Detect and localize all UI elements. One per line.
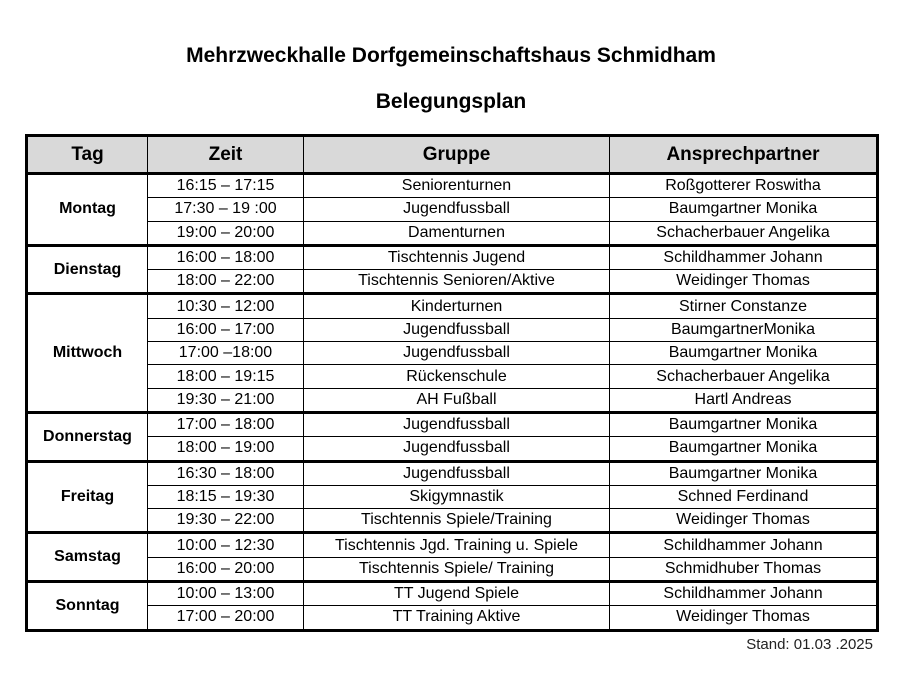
time-cell: 18:00 – 19:15 (148, 365, 304, 388)
table-row (27, 342, 878, 365)
table-row (27, 412, 878, 436)
table-row (27, 485, 878, 508)
column-header-tag: Tag (27, 136, 148, 174)
group-cell: TT Training Aktive (304, 606, 610, 630)
table-row (27, 198, 878, 221)
table-body (27, 174, 878, 631)
group-cell: AH Fußball (304, 388, 610, 412)
table-row (27, 270, 878, 294)
contact-cell: Weidinger Thomas (610, 270, 878, 294)
contact-cell: Stirner Constanze (610, 294, 878, 318)
time-cell: 17:00 –18:00 (148, 342, 304, 365)
time-cell: 17:00 – 20:00 (148, 606, 304, 630)
time-cell: 19:30 – 21:00 (148, 388, 304, 412)
time-cell: 18:00 – 22:00 (148, 270, 304, 294)
column-header-ansprechpartner: Ansprechpartner (610, 136, 878, 174)
time-cell: 17:00 – 18:00 (148, 412, 304, 436)
time-cell: 19:00 – 20:00 (148, 221, 304, 245)
contact-cell: Weidinger Thomas (610, 606, 878, 630)
page-title: Mehrzweckhalle Dorfgemeinschaftshaus Schmidham (186, 44, 716, 67)
table-row (27, 461, 878, 485)
page-subtitle: Belegungsplan (375, 90, 527, 113)
stand-date: Stand: 01.03 .2025 (746, 636, 873, 653)
table-row (27, 533, 878, 557)
contact-cell: Schildhammer Johann (610, 245, 878, 269)
contact-cell: Weidinger Thomas (610, 509, 878, 533)
contact-cell: Baumgartner Monika (610, 342, 878, 365)
day-cell: Freitag (27, 461, 148, 533)
day-cell: Sonntag (27, 582, 148, 631)
time-cell: 19:30 – 22:00 (148, 509, 304, 533)
group-cell: Jugendfussball (304, 198, 610, 221)
table-row (27, 221, 878, 245)
column-header-gruppe: Gruppe (304, 136, 610, 174)
day-cell: Montag (27, 174, 148, 246)
group-cell: TT Jugend Spiele (304, 582, 610, 606)
contact-cell: Hartl Andreas (610, 388, 878, 412)
time-cell: 16:00 – 18:00 (148, 245, 304, 269)
table-row (27, 318, 878, 341)
contact-cell: Roßgotterer Roswitha (610, 174, 878, 198)
contact-cell: BaumgartnerMonika (610, 318, 878, 341)
day-cell: Mittwoch (27, 294, 148, 412)
group-cell: Jugendfussball (304, 342, 610, 365)
group-cell: Tischtennis Spiele/Training (304, 509, 610, 533)
table-row (27, 174, 878, 198)
group-cell: Jugendfussball (304, 461, 610, 485)
time-cell: 10:00 – 13:00 (148, 582, 304, 606)
time-cell: 10:30 – 12:00 (148, 294, 304, 318)
day-cell: Donnerstag (27, 412, 148, 461)
group-cell: Jugendfussball (304, 437, 610, 461)
schedule-table (25, 134, 879, 632)
day-cell: Dienstag (27, 245, 148, 294)
table-row (27, 388, 878, 412)
contact-cell: Baumgartner Monika (610, 437, 878, 461)
contact-cell: Schacherbauer Angelika (610, 221, 878, 245)
time-cell: 10:00 – 12:30 (148, 533, 304, 557)
time-cell: 16:30 – 18:00 (148, 461, 304, 485)
group-cell: Damenturnen (304, 221, 610, 245)
time-cell: 18:00 – 19:00 (148, 437, 304, 461)
time-cell: 16:00 – 20:00 (148, 557, 304, 581)
contact-cell: Schildhammer Johann (610, 582, 878, 606)
contact-cell: Schacherbauer Angelika (610, 365, 878, 388)
group-cell: Skigymnastik (304, 485, 610, 508)
table-row (27, 245, 878, 269)
table-header (27, 136, 878, 174)
time-cell: 17:30 – 19 :00 (148, 198, 304, 221)
group-cell: Tischtennis Spiele/ Training (304, 557, 610, 581)
contact-cell: Baumgartner Monika (610, 198, 878, 221)
group-cell: Tischtennis Jgd. Training u. Spiele (304, 533, 610, 557)
contact-cell: Schned Ferdinand (610, 485, 878, 508)
group-cell: Jugendfussball (304, 412, 610, 436)
time-cell: 16:00 – 17:00 (148, 318, 304, 341)
group-cell: Jugendfussball (304, 318, 610, 341)
group-cell: Tischtennis Jugend (304, 245, 610, 269)
group-cell: Seniorenturnen (304, 174, 610, 198)
table-row (27, 294, 878, 318)
group-cell: Kinderturnen (304, 294, 610, 318)
time-cell: 18:15 – 19:30 (148, 485, 304, 508)
contact-cell: Schmidhuber Thomas (610, 557, 878, 581)
table-row (27, 365, 878, 388)
table-row (27, 606, 878, 630)
table-row (27, 582, 878, 606)
group-cell: Rückenschule (304, 365, 610, 388)
column-header-zeit: Zeit (148, 136, 304, 174)
table-row (27, 509, 878, 533)
contact-cell: Baumgartner Monika (610, 412, 878, 436)
time-cell: 16:15 – 17:15 (148, 174, 304, 198)
table-row (27, 557, 878, 581)
header-row (27, 136, 878, 174)
day-cell: Samstag (27, 533, 148, 582)
contact-cell: Schildhammer Johann (610, 533, 878, 557)
group-cell: Tischtennis Senioren/Aktive (304, 270, 610, 294)
contact-cell: Baumgartner Monika (610, 461, 878, 485)
table-row (27, 437, 878, 461)
